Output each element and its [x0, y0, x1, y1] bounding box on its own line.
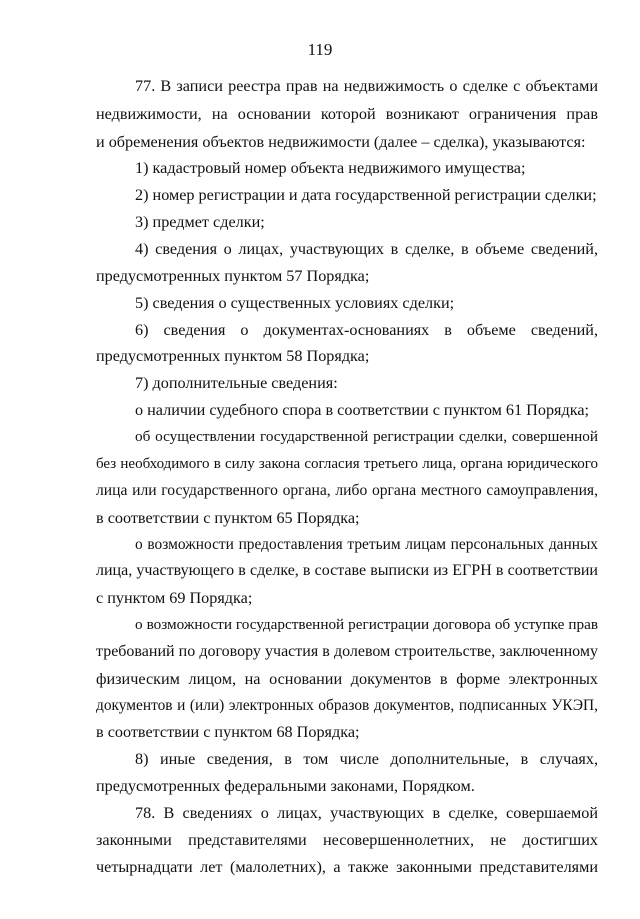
text-line: 7) дополнительные сведения:	[135, 374, 338, 392]
text-line: четырнадцати лет (малолетних), а также законными представителями	[96, 858, 598, 876]
text-line: 8) иные сведения, в том числе дополнительные, в случаях,	[135, 750, 598, 768]
text-line: 4) сведения о лицах, участвующих в сделке, в объеме сведений,	[135, 240, 598, 258]
text-line: 1) кадастровый номер объекта недвижимого имущества;	[135, 159, 526, 177]
text-line: 6) сведения о документах-основаниях в объеме сведений,	[135, 321, 598, 339]
text-line: законными представителями несовершеннолетних, не достигших	[96, 831, 598, 849]
text-line: в соответствии с пунктом 68 Порядка;	[96, 723, 360, 741]
text-line: о возможности государственной регистрации договора об уступке прав	[135, 616, 598, 633]
text-line: в соответствии с пунктом 65 Порядка;	[96, 509, 360, 527]
text-line: лица, участвующего в сделке, в составе выписки из ЕГРН в соответствии	[96, 562, 598, 579]
text-line: недвижимости, на основании которой возникают ограничения прав	[96, 105, 598, 123]
text-line: без необходимого в силу закона согласия третьего лица, органа юридического	[96, 456, 598, 472]
text-line: об осуществлении государственной регистрации сделки, совершенной	[135, 428, 598, 445]
text-line: о наличии судебного спора в соответствии с пунктом 61 Порядка;	[135, 401, 590, 419]
text-line: с пунктом 69 Порядка;	[96, 589, 253, 607]
text-line: и обременения объектов недвижимости (далее – сделка), указываются:	[96, 133, 586, 151]
text-line: 77. В записи реестра прав на недвижимость о сделке с объектами	[135, 77, 598, 95]
text-line: требований по договору участия в долевом строительстве, заключенному	[96, 643, 598, 660]
text-line: физическим лицом, на основании документов в форме электронных	[96, 670, 598, 688]
text-line: 2) номер регистрации и дата государственной регистрации сделки;	[135, 186, 597, 204]
text-line: 3) предмет сделки;	[135, 213, 265, 231]
text-line: предусмотренных пунктом 58 Порядка;	[96, 347, 370, 365]
text-line: 5) сведения о существенных условиях сделки;	[135, 294, 455, 312]
text-line: предусмотренных пунктом 57 Порядка;	[96, 267, 370, 285]
text-line: лица или государственного органа, либо органа местного самоуправления,	[96, 482, 598, 499]
text-line: предусмотренных федеральными законами, Порядком.	[96, 777, 475, 795]
page-number: 119	[307, 40, 333, 59]
text-line: о возможности предоставления третьим лицам персональных данных	[135, 536, 598, 553]
text-line: документов и (или) электронных образов документов, подписанных УКЭП,	[96, 697, 598, 714]
text-line: 78. В сведениях о лицах, участвующих в сделке, совершаемой	[135, 804, 598, 822]
